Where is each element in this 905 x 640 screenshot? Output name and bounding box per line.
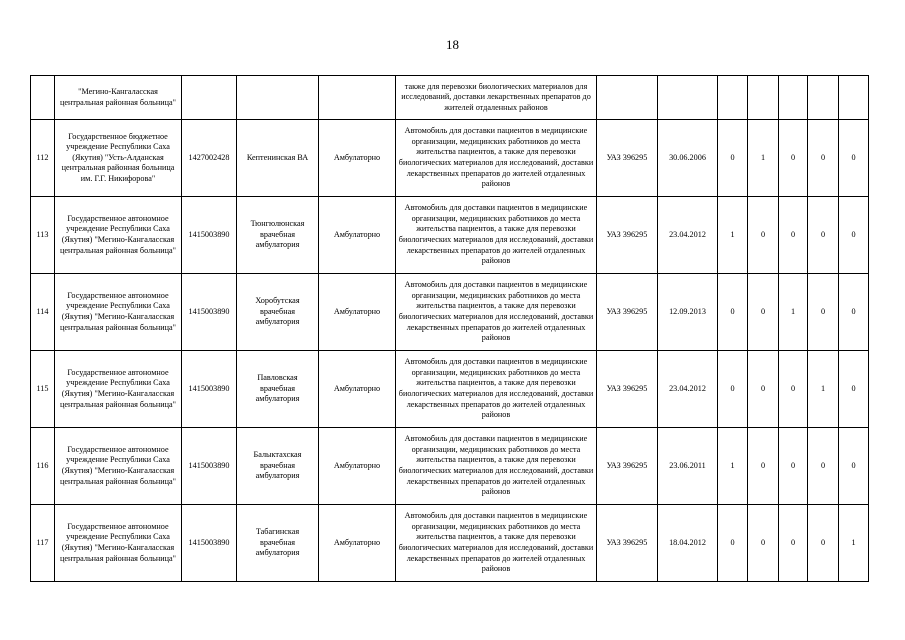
cell-purpose: Автомобиль для доставки пациентов в медицинские организации, медицинских работников до места жительства пациентов, а также для перевозки биологических материалов для исследований, доставки лекарственных препаратов до жителей отдаленных районов [396,505,597,582]
cell-count-4: 0 [808,197,839,274]
table-row [31,120,869,197]
cell-count-1: 0 [718,120,748,197]
cell-unit: Балыктахская врачебная амбулатория [237,428,319,505]
cell-organization: Государственное бюджетное учреждение Республики Саха (Якутия) "Усть-Алданская центральная районная больница им. Г.Г. Никифорова" [55,120,182,197]
cell-purpose: Автомобиль для доставки пациентов в медицинские организации, медицинских работников до места жительства пациентов, а также для перевозки биологических материалов для исследований, доставки лекарственных препаратов до жителей отдаленных районов [396,274,597,351]
cell-inn: 1415003890 [182,197,237,274]
cell-type: Амбулаторно [319,428,396,505]
cell-organization: "Мегино-Кангаласская центральная районная больница" [55,76,182,120]
cell-inn: 1415003890 [182,351,237,428]
cell-inn: 1415003890 [182,428,237,505]
cell-purpose: также для перевозки биологических материалов для исследований, доставки лекарственных препаратов до жителей отдаленных районов [396,76,597,120]
cell-count-2: 0 [748,351,779,428]
cell-type: Амбулаторно [319,351,396,428]
cell-unit: Павловская врачебная амбулатория [237,351,319,428]
cell-inn: 1427002428 [182,120,237,197]
cell-date: 18.04.2012 [658,505,718,582]
cell-count-2: 1 [748,120,779,197]
cell-count-3: 0 [779,505,808,582]
cell-count-3 [779,76,808,120]
cell-count-3: 0 [779,197,808,274]
cell-date: 23.04.2012 [658,197,718,274]
cell-count-5 [839,76,869,120]
cell-count-1 [718,76,748,120]
table-row [31,197,869,274]
cell-model: УАЗ 396295 [597,120,658,197]
cell-count-4: 0 [808,274,839,351]
table-body [31,76,869,582]
cell-count-1: 1 [718,428,748,505]
cell-count-2: 0 [748,505,779,582]
cell-num: 115 [31,351,55,428]
cell-purpose: Автомобиль для доставки пациентов в медицинские организации, медицинских работников до места жительства пациентов, а также для перевозки биологических материалов для исследований, доставки лекарственных препаратов до жителей отдаленных районов [396,197,597,274]
cell-count-5: 0 [839,274,869,351]
cell-count-1: 0 [718,274,748,351]
cell-count-5: 0 [839,120,869,197]
cell-organization: Государственное автономное учреждение Республики Саха (Якутия) "Мегино-Кангаласская центральная районная больница" [55,505,182,582]
cell-model: УАЗ 396295 [597,505,658,582]
cell-num: 113 [31,197,55,274]
cell-type [319,76,396,120]
cell-count-4: 0 [808,505,839,582]
cell-num: 114 [31,274,55,351]
table-row [31,351,869,428]
cell-count-2 [748,76,779,120]
cell-count-5: 1 [839,505,869,582]
cell-count-5: 0 [839,197,869,274]
cell-date: 23.04.2012 [658,351,718,428]
cell-unit: Хоробутская врачебная амбулатория [237,274,319,351]
cell-count-3: 0 [779,428,808,505]
cell-type: Амбулаторно [319,274,396,351]
cell-unit: Кептенинская ВА [237,120,319,197]
cell-num: 117 [31,505,55,582]
continuation-row [31,76,869,120]
cell-organization: Государственное автономное учреждение Республики Саха (Якутия) "Мегино-Кангаласская центральная районная больница" [55,428,182,505]
cell-purpose: Автомобиль для доставки пациентов в медицинские организации, медицинских работников до места жительства пациентов, а также для перевозки биологических материалов для исследований, доставки лекарственных препаратов до жителей отдаленных районов [396,351,597,428]
cell-model [597,76,658,120]
cell-purpose: Автомобиль для доставки пациентов в медицинские организации, медицинских работников до места жительства пациентов, а также для перевозки биологических материалов для исследований, доставки лекарственных препаратов до жителей отдаленных районов [396,428,597,505]
cell-count-3: 0 [779,120,808,197]
cell-organization: Государственное автономное учреждение Республики Саха (Якутия) "Мегино-Кангаласская центральная районная больница" [55,351,182,428]
cell-type: Амбулаторно [319,505,396,582]
cell-type: Амбулаторно [319,120,396,197]
cell-count-5: 0 [839,351,869,428]
cell-inn: 1415003890 [182,274,237,351]
cell-count-1: 0 [718,351,748,428]
vehicle-table [30,75,869,582]
cell-count-1: 1 [718,197,748,274]
cell-count-5: 0 [839,428,869,505]
table-row [31,274,869,351]
cell-unit [237,76,319,120]
cell-num: 116 [31,428,55,505]
cell-count-4: 0 [808,428,839,505]
cell-count-3: 0 [779,351,808,428]
table-row [31,505,869,582]
cell-count-3: 1 [779,274,808,351]
cell-count-4 [808,76,839,120]
cell-count-2: 0 [748,197,779,274]
cell-model: УАЗ 396295 [597,274,658,351]
cell-organization: Государственное автономное учреждение Республики Саха (Якутия) "Мегино-Кангаласская центральная районная больница" [55,274,182,351]
cell-model: УАЗ 396295 [597,197,658,274]
cell-count-2: 0 [748,274,779,351]
cell-inn: 1415003890 [182,505,237,582]
cell-num [31,76,55,120]
cell-date: 30.06.2006 [658,120,718,197]
cell-unit: Табагинская врачебная амбулатория [237,505,319,582]
cell-count-1: 0 [718,505,748,582]
cell-count-4: 0 [808,120,839,197]
page-number: 18 [446,37,459,52]
cell-type: Амбулаторно [319,197,396,274]
cell-count-2: 0 [748,428,779,505]
cell-model: УАЗ 396295 [597,351,658,428]
cell-organization: Государственное автономное учреждение Республики Саха (Якутия) "Мегино-Кангаласская центральная районная больница" [55,197,182,274]
table-row [31,428,869,505]
cell-date [658,76,718,120]
cell-unit: Тюнгюлюнская врачебная амбулатория [237,197,319,274]
cell-model: УАЗ 396295 [597,428,658,505]
cell-num: 112 [31,120,55,197]
cell-purpose: Автомобиль для доставки пациентов в медицинские организации, медицинских работников до места жительства пациентов, а также для перевозки биологических материалов для исследований, доставки лекарственных препаратов до жителей отдаленных районов [396,120,597,197]
cell-date: 12.09.2013 [658,274,718,351]
cell-count-4: 1 [808,351,839,428]
cell-inn [182,76,237,120]
cell-date: 23.06.2011 [658,428,718,505]
